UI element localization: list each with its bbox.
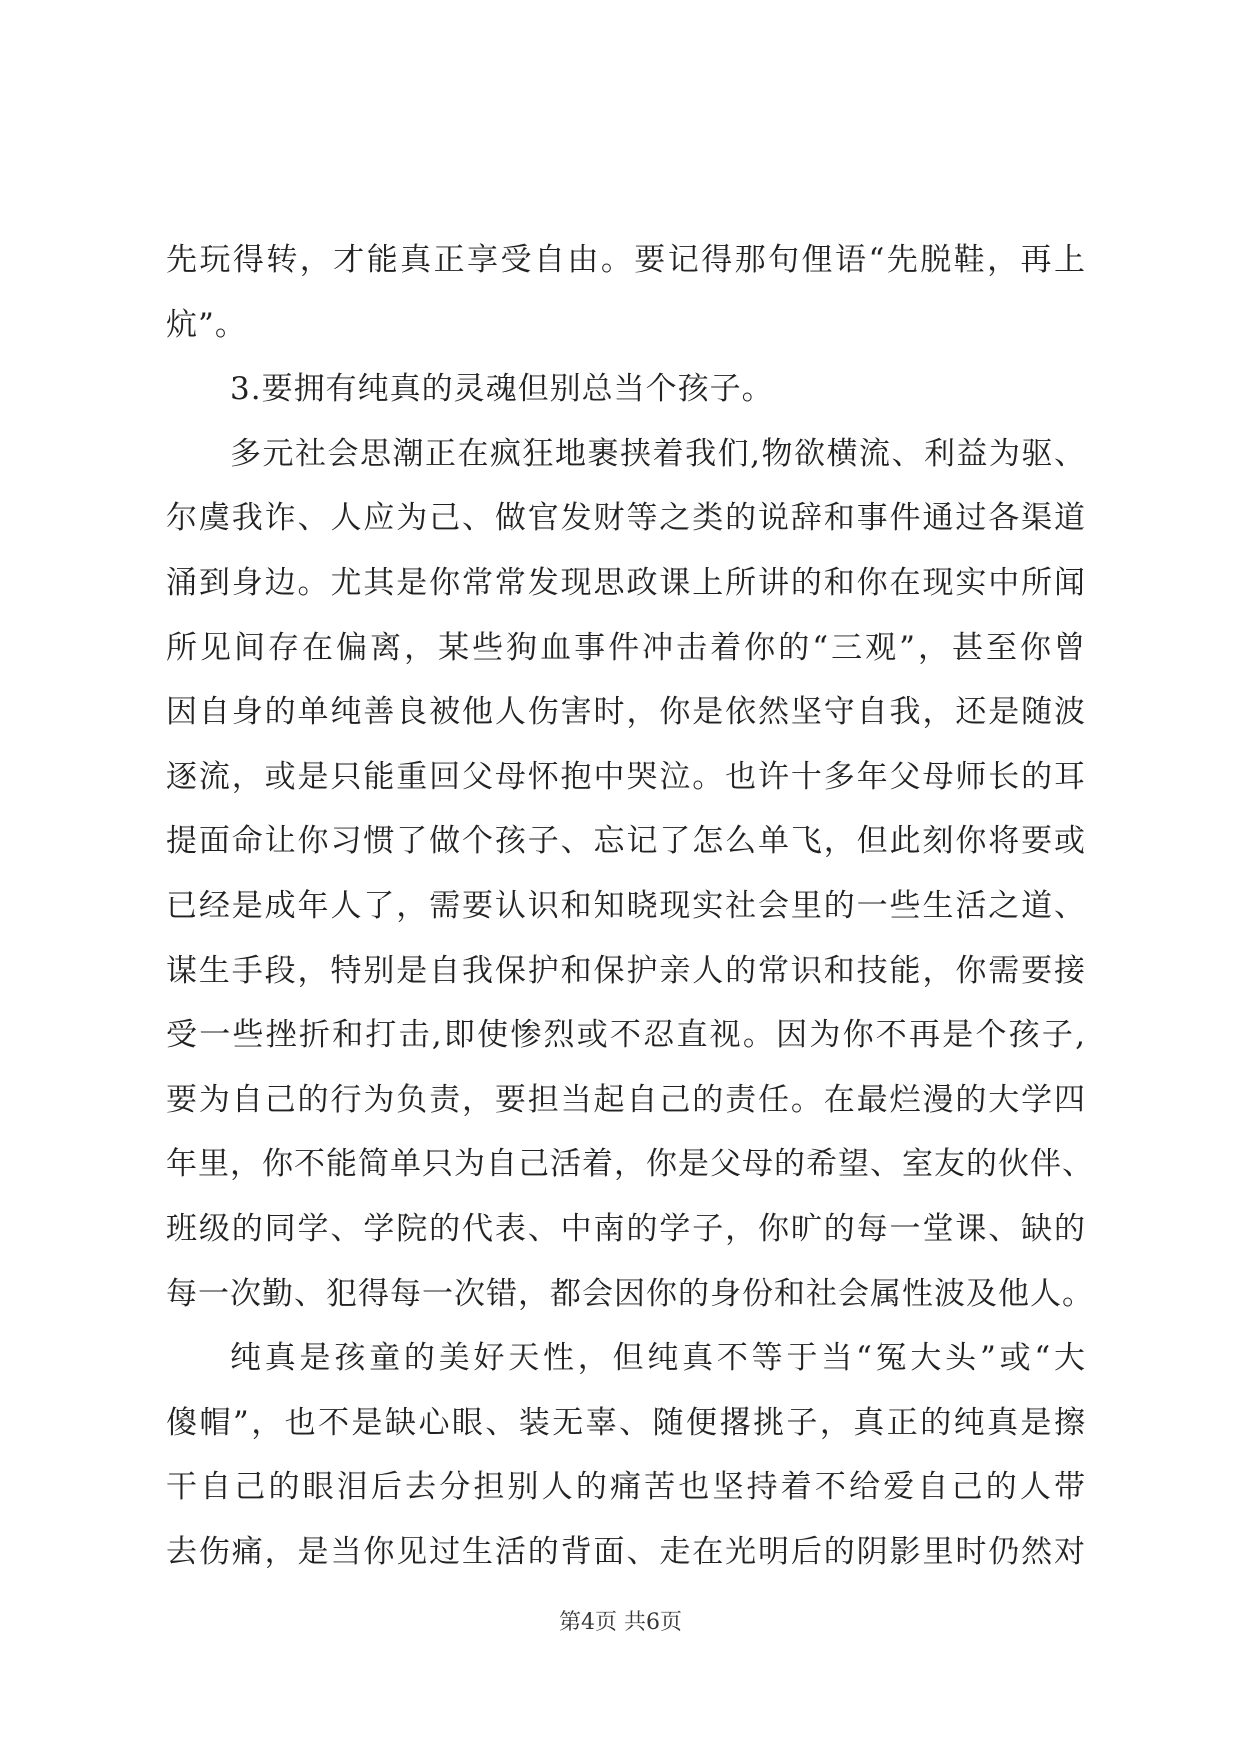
text-line: 先玩得转，才能真正享受自由。要记得那句俚语“先脱鞋，再上 — [166, 242, 1086, 278]
text-line: 3.要拥有纯真的灵魂但别总当个孩子。 — [230, 371, 774, 408]
text-line: 班级的同学、学院的代表、中南的学子，你旷的每一堂课、缺的 — [166, 1210, 1086, 1247]
text-line: 干自己的眼泪后去分担别人的痛苦也坚持着不给爱自己的人带 — [166, 1469, 1086, 1506]
text-line: 尔虞我诈、人应为己、做官发财等之类的说辞和事件通过各渠道 — [166, 500, 1086, 537]
text-line: 涌到身边。尤其是你常常发现思政课上所讲的和你在现实中所闻 — [166, 564, 1086, 601]
text-line: 要为自己的行为负责，要担当起自己的责任。在最烂漫的大学四 — [166, 1081, 1086, 1118]
text-line: 谋生手段，特别是自我保护和保护亲人的常识和技能，你需要接 — [166, 952, 1086, 989]
text-line: 受一些挫折和打击,即使惨烈或不忍直视。因为你不再是个孩子, — [166, 1017, 1086, 1054]
document-body — [166, 228, 1094, 1584]
text-line: 所见间存在偏离，某些狗血事件冲击着你的“三观”，甚至你曾 — [166, 629, 1086, 666]
text-line: 已经是成年人了，需要认识和知晓现实社会里的一些生活之道、 — [166, 887, 1086, 924]
page-number-footer: 第4页 共6页 — [559, 1610, 682, 1635]
text-line: 年里，你不能简单只为自己活着，你是父母的希望、室友的伙伴、 — [166, 1146, 1094, 1183]
text-line: 纯真是孩童的美好天性，但纯真不等于当“冤大头”或“大 — [230, 1340, 1086, 1377]
text-line: 逐流，或是只能重回父母怀抱中哭泣。也许十多年父母师长的耳 — [166, 758, 1086, 795]
text-line: 炕”。 — [166, 306, 247, 343]
text-line: 傻帽”，也不是缺心眼、装无辜、随便撂挑子，真正的纯真是擦 — [166, 1404, 1086, 1441]
text-line: 多元社会思潮正在疯狂地裹挟着我们,物欲横流、利益为驱、 — [230, 435, 1086, 472]
text-line: 去伤痛，是当你见过生活的背面、走在光明后的阴影里时仍然对 — [166, 1533, 1086, 1570]
text-line: 提面命让你习惯了做个孩子、忘记了怎么单飞，但此刻你将要或 — [166, 823, 1086, 860]
text-line: 每一次勤、犯得每一次错，都会因你的身份和社会属性波及他人。 — [166, 1275, 1094, 1312]
text-line: 因自身的单纯善良被他人伤害时，你是依然坚守自我，还是随波 — [166, 694, 1086, 731]
